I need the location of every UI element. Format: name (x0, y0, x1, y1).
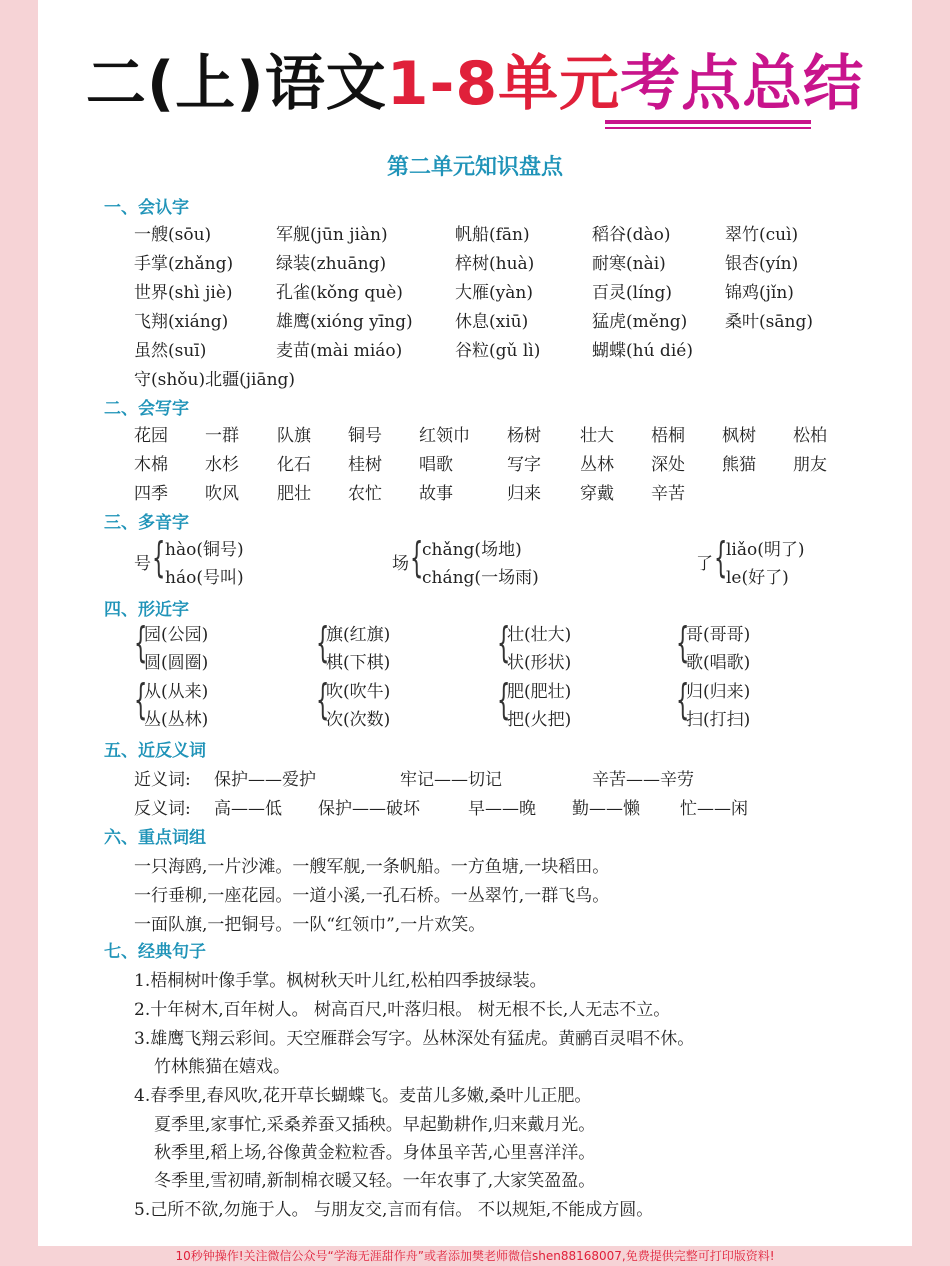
write-word: 队旗 (277, 426, 311, 446)
brace: { (676, 618, 690, 667)
brace: { (676, 675, 690, 724)
section-title-recognize: 一、会认字 (104, 198, 189, 218)
similar-char: 归(归来) (686, 682, 751, 702)
recognize-word: 锦鸡(jǐn) (725, 283, 794, 303)
similar-char: 状(形状) (507, 653, 572, 673)
similar-char: 棋(下棋) (326, 653, 391, 673)
recognize-word: 蝴蝶(hú dié) (592, 341, 693, 361)
sentence-line: 3.雄鹰飞翔云彩间。天空雁群会写字。丛林深处有猛虎。黄鹂百灵唱不休。 (134, 1029, 695, 1049)
footer-note: 10秒钟操作!关注微信公众号“学海无涯甜作舟”或者添加樊老师微信shen88168007,免费提供完整可打印版资料! (175, 1249, 775, 1263)
recognize-word: 飞翔(xiáng) (134, 312, 229, 332)
title-part-range: 1-8 (386, 49, 499, 119)
title-part-unit: 单元 (498, 49, 621, 119)
write-word: 深处 (651, 455, 685, 475)
recognize-word: 一艘(sōu) (134, 225, 212, 245)
section-title-write: 二、会写字 (104, 399, 189, 419)
recognize-word: 桑叶(sāng) (725, 312, 813, 332)
sentence-line: 5.己所不欲,勿施于人。 与朋友交,言而有信。 不以规矩,不能成方圆。 (134, 1200, 654, 1220)
write-word: 故事 (419, 484, 453, 504)
write-word: 水杉 (205, 455, 239, 475)
write-word: 朋友 (793, 455, 827, 475)
recognize-word: 绿装(zhuāng) (276, 254, 387, 274)
write-word: 写字 (507, 455, 541, 475)
write-word: 铜号 (348, 426, 382, 446)
antonym-pair: 早——晚 (468, 799, 536, 819)
polyphone-char: 了 (696, 554, 713, 574)
write-word: 桂树 (348, 455, 382, 475)
similar-char: 旗(红旗) (326, 625, 391, 645)
section-title-synonym: 五、近反义词 (104, 741, 206, 761)
sentence-line: 2.十年树木,百年树人。 树高百尺,叶落归根。 树无根不长,人无志不立。 (134, 1000, 671, 1020)
similar-char: 哥(哥哥) (686, 625, 751, 645)
sentence-line: 秋季里,稻上场,谷像黄金粒粒香。身体虽辛苦,心里喜洋洋。 (154, 1143, 596, 1163)
recognize-word: 虽然(suī) (134, 341, 207, 361)
similar-char: 次(次数) (326, 710, 391, 730)
polyphone-reading: chǎng(场地) (422, 540, 522, 560)
similar-char: 吹(吹牛) (326, 682, 391, 702)
similar-char: 歌(唱歌) (686, 653, 751, 673)
recognize-word: 雄鹰(xióng yīng) (276, 312, 413, 332)
write-word: 花园 (134, 426, 168, 446)
write-word: 化石 (277, 455, 311, 475)
sentence-line: 夏季里,家事忙,采桑养蚕又插秧。早起勤耕作,归来戴月光。 (154, 1115, 596, 1135)
polyphone-reading: hào(铜号) (165, 540, 244, 560)
write-word: 熊猫 (722, 455, 756, 475)
recognize-word: 手掌(zhǎng) (134, 254, 234, 274)
phrase-line: 一只海鸥,一片沙滩。一艘军舰,一条帆船。一方鱼塘,一块稻田。 (134, 857, 610, 877)
recognize-word: 梓树(huà) (455, 254, 535, 274)
recognize-word: 世界(shì jiè) (134, 283, 233, 303)
antonym-pair: 忙——闲 (680, 799, 748, 819)
polyphone-reading: le(好了) (726, 568, 789, 588)
brace: { (316, 618, 330, 667)
recognize-word: 谷粒(gǔ lì) (455, 341, 541, 361)
brace: { (134, 618, 148, 667)
section-title-polyphone: 三、多音字 (104, 513, 189, 533)
antonym-pair: 高——低 (214, 799, 282, 819)
recognize-word: 翠竹(cuì) (725, 225, 799, 245)
recognize-word: 军舰(jūn jiàn) (276, 225, 388, 245)
synonym-pair: 保护——爱护 (214, 770, 316, 790)
similar-char: 肥(肥壮) (507, 682, 572, 702)
write-word: 丛林 (580, 455, 614, 475)
write-word: 辛苦 (651, 484, 685, 504)
write-word: 肥壮 (277, 484, 311, 504)
write-word: 木棉 (134, 455, 168, 475)
write-word: 枫树 (722, 426, 756, 446)
write-word: 归来 (507, 484, 541, 504)
brace: { (316, 675, 330, 724)
write-word: 四季 (134, 484, 168, 504)
recognize-word: 孔雀(kǒng què) (276, 283, 403, 303)
write-word: 红领巾 (419, 426, 470, 446)
polyphone-char: 号 (134, 554, 151, 574)
write-word: 一群 (205, 426, 239, 446)
polyphone-reading: háo(号叫) (165, 568, 244, 588)
brace: { (410, 533, 424, 582)
section-title-phrases: 六、重点词组 (104, 828, 206, 848)
polyphone-char: 场 (392, 554, 409, 574)
write-word: 唱歌 (419, 455, 453, 475)
page-title (0, 48, 950, 120)
phrase-line: 一面队旗,一把铜号。一队“红领巾”,一片欢笑。 (134, 915, 486, 935)
antonym-pair: 勤——懒 (572, 799, 640, 819)
phrase-line: 一行垂柳,一座花园。一道小溪,一孔石桥。一丛翠竹,一群飞鸟。 (134, 886, 610, 906)
similar-char: 扫(打扫) (686, 710, 751, 730)
sentence-line: 竹林熊猫在嬉戏。 (154, 1057, 290, 1077)
recognize-word: 大雁(yàn) (455, 283, 533, 303)
similar-char: 把(火把) (507, 710, 572, 730)
polyphone-reading: liǎo(明了) (726, 540, 805, 560)
write-word: 穿戴 (580, 484, 614, 504)
title-part-subject: 二(上)语文 (85, 49, 387, 119)
sentence-line: 冬季里,雪初晴,新制棉衣暖又轻。一年农事了,大家笑盈盈。 (154, 1171, 596, 1191)
write-word: 壮大 (580, 426, 614, 446)
recognize-word: 休息(xiū) (455, 312, 529, 332)
recognize-word: 耐寒(nài) (592, 254, 666, 274)
recognize-word: 百灵(líng) (592, 283, 672, 303)
brace: { (497, 675, 511, 724)
write-word: 农忙 (348, 484, 382, 504)
title-underline (605, 120, 811, 124)
similar-char: 丛(丛林) (144, 710, 209, 730)
similar-char: 壮(壮大) (507, 625, 572, 645)
write-word: 杨树 (507, 426, 541, 446)
recognize-word: 稻谷(dào) (592, 225, 671, 245)
antonym-pair: 保护——破坏 (318, 799, 420, 819)
similar-char: 从(从来) (144, 682, 209, 702)
write-word: 吹风 (205, 484, 239, 504)
recognize-word: 猛虎(měng) (592, 312, 688, 332)
recognize-word: 麦苗(mài miáo) (276, 341, 403, 361)
write-word: 梧桐 (651, 426, 685, 446)
brace: { (714, 533, 728, 582)
synonym-label: 近义词: (134, 770, 191, 790)
recognize-word: 守(shǒu)北疆(jiāng) (134, 370, 296, 390)
section-title-sentences: 七、经典句子 (104, 942, 206, 962)
similar-char: 圆(圆圈) (144, 653, 209, 673)
title-underline-2 (605, 127, 811, 129)
antonym-label: 反义词: (134, 799, 191, 819)
synonym-pair: 牢记——切记 (400, 770, 502, 790)
synonym-pair: 辛苦——辛劳 (592, 770, 694, 790)
brace: { (497, 618, 511, 667)
sentence-line: 4.春季里,春风吹,花开草长蝴蝶飞。麦苗儿多嫩,桑叶儿正肥。 (134, 1086, 592, 1106)
similar-char: 园(公园) (144, 625, 209, 645)
recognize-word: 银杏(yín) (725, 254, 799, 274)
polyphone-reading: cháng(一场雨) (422, 568, 539, 588)
recognize-word: 帆船(fān) (455, 225, 530, 245)
sentence-line: 1.梧桐树叶像手掌。枫树秋天叶儿红,松柏四季披绿装。 (134, 971, 547, 991)
brace: { (134, 675, 148, 724)
title-part-summary: 考点总结 (620, 49, 865, 119)
write-word: 松柏 (793, 426, 827, 446)
brace: { (152, 533, 166, 582)
unit-title: 第二单元知识盘点 (386, 155, 563, 180)
section-title-similar: 四、形近字 (104, 600, 189, 620)
